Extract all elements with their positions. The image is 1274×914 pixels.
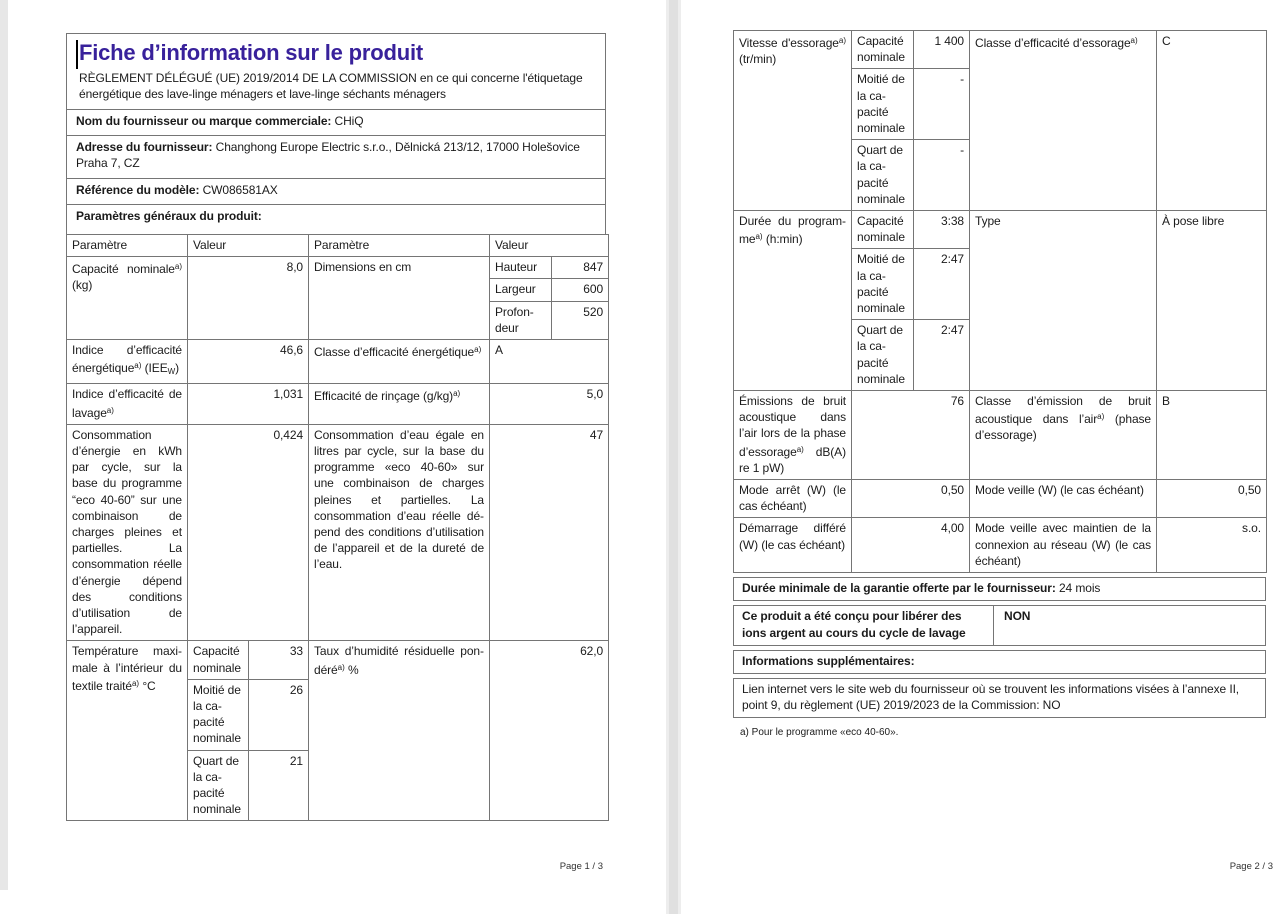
value-cell: 0,424 [188, 424, 309, 641]
silver-ions-value: NON [1004, 609, 1031, 624]
page-number: Page 2 / 3 [1229, 861, 1273, 872]
warranty-row [733, 577, 1266, 601]
additional-info-row [733, 650, 1266, 674]
page-number: Page 1 / 3 [559, 861, 603, 872]
footnote-ref: a) [755, 232, 763, 242]
dim-value: 847 [552, 257, 609, 279]
table-row [734, 391, 1267, 480]
sub-param-cell: Quart de la capacité nominale [852, 320, 914, 391]
model-value: CW086581AX [202, 182, 278, 197]
footnote-ref: a) [174, 262, 182, 272]
table-row [67, 424, 609, 641]
supplier-row [67, 109, 605, 135]
warranty-label: Durée minimale de la garantie offerte par le fournisseur: [742, 581, 1056, 596]
page-1 [66, 33, 606, 821]
value-cell: 76 [852, 391, 970, 480]
sub-param-cell: Moitié de la capacité nominale [852, 69, 914, 140]
address-row [67, 135, 605, 177]
table-row [67, 339, 609, 383]
value-cell: 47 [490, 424, 609, 641]
supplier-value: CHiQ [334, 113, 364, 128]
footnote-ref: a) [106, 405, 114, 415]
param-cell: Classe d’efficacité d’essorage$^{a)}$ [970, 31, 1157, 211]
param-cell: Durée du programme$^{a)}$ (h:min) [734, 211, 852, 391]
param-cell: Efficacité de rinçage $(g/kg)^{a)}$ [309, 384, 490, 424]
footnote-ref: a) [453, 389, 461, 399]
param-cell: Classe d’efficacité énergétique$^{a)}$ [309, 339, 490, 383]
param-cell: Consommation d’énergie en kWh par cycle, sur la base du programme “eco 40-60” sur une combinaison de charges pleines et partielles. La consommation réelle d’énergie dépend des conditions d’utilisation de l’appareil. [67, 424, 188, 641]
sub-param-cell: Moitié de la capacité nominale [188, 679, 249, 750]
param-cell: Démarrage différé (W) (le cas échéant) [734, 518, 852, 573]
header-valeur-2: Valeur [490, 234, 609, 256]
table-row [67, 641, 609, 679]
dim-label: Hauteur [490, 257, 552, 279]
sub-value-cell: 1 400 [914, 31, 970, 69]
supplier-link-value: NO [1042, 698, 1061, 713]
param-cell: Vitesse d'essorage$^{a)}$ (tr/min) [734, 31, 852, 211]
table-row [734, 31, 1267, 69]
param-cell: Type [970, 211, 1157, 391]
sub-param-cell: Capacité nominale [852, 211, 914, 249]
dim-value: 520 [552, 301, 609, 339]
dim-label: Largeur [490, 279, 552, 301]
general-params-label: Paramètres généraux du produit: [76, 208, 262, 223]
value-cell: 46,6 [188, 339, 309, 383]
table-row [734, 211, 1267, 249]
sub-param-cell: Moitié de la capacité nominale [852, 249, 914, 320]
value-cell: 1,031 [188, 384, 309, 424]
footnote-ref: a) [131, 678, 140, 688]
text-cursor [76, 40, 78, 69]
value-cell: 5,0 [490, 384, 609, 424]
page-2 [733, 30, 1266, 739]
value-cell: B [1157, 391, 1267, 480]
footnote-a: a) Pour le programme «eco 40-60». [740, 727, 899, 739]
table-header-row [67, 234, 609, 256]
param-cell: Indice d’efficacité énergétique$^{a)}$ $(IEE_W)$ [67, 339, 188, 383]
footnote-ref: a) [474, 344, 482, 354]
footnote-ref: a) [1097, 412, 1105, 422]
param-cell: Mode veille avec maintien de la connexion au réseau (W) (le cas échéant) [970, 518, 1157, 573]
sub-param-cell: Capacité nominale [188, 641, 249, 679]
header-parametre-1: Paramètre [67, 234, 188, 256]
warranty-value: 24 mois [1058, 581, 1101, 596]
table-row [734, 480, 1267, 518]
value-cell: 8,0 [188, 257, 309, 340]
params-table-continued [733, 30, 1267, 573]
param-cell: Mode arrêt (W) (le cas échéant) [734, 480, 852, 518]
address-label: Adresse du fournisseur: [76, 140, 213, 155]
param-cell: Classe d’émission de bruit acoustique dans l’air$^{a)}$ (phase d’essorage) [970, 391, 1157, 480]
param-cell: Mode veille (W) (le cas échéant) [970, 480, 1157, 518]
param-cell: Taux d’humidité résiduelle pondéré$^{a)}$ % [309, 641, 490, 821]
sub-value-cell: 2:47 [914, 249, 970, 320]
sub-value-cell: 3:38 [914, 211, 970, 249]
header-parametre-2: Paramètre [309, 234, 490, 256]
header-valeur-1: Valeur [188, 234, 309, 256]
param-cell: Consommation d’eau égale en litres par cycle, sur la base du programme «eco 40-60» sur une combinaison de charges pleines et partielles. La consommation d’eau réelle dépend des conditions d’utilisation de l’appareil et de la dureté de l’eau. [309, 424, 490, 641]
table-row [67, 257, 609, 279]
footnote-ref: a) [838, 36, 846, 45]
value-cell: 4,00 [852, 518, 970, 573]
sub-param-cell: Quart de la capacité nominale [188, 750, 249, 821]
value-cell: 62,0 [490, 641, 609, 821]
footnote-ref: a) [337, 662, 345, 672]
value-cell: C [1157, 31, 1267, 211]
sub-value-cell: - [914, 140, 970, 211]
supplier-link-label: Lien internet vers le site web du fournisseur où se trouvent les informations visées à l’annexe II, point 9, du règlement (UE) 2019/2023 de la Commission: [742, 681, 1240, 713]
value-cell: s.o. [1157, 518, 1267, 573]
general-params-row [67, 204, 605, 230]
page-title: Fiche d’information sur le produit [79, 40, 423, 65]
value-cell: À pose libre [1157, 211, 1267, 391]
sub-value-cell: - [914, 69, 970, 140]
additional-info-label: Informations supplémentaires: [742, 653, 915, 668]
sub-value-cell: 26 [249, 679, 309, 750]
silver-ions-row [733, 605, 1266, 645]
sub-value-cell: 33 [249, 641, 309, 679]
param-cell: Capacité nominale$^{a)}$ (kg) [67, 257, 188, 340]
sub-param-cell: Quart de la capacité nominale [852, 140, 914, 211]
table-row [734, 518, 1267, 573]
sub-param-cell: Capacité nominale [852, 31, 914, 69]
footnote-ref: a) [796, 444, 804, 454]
scrollbar-track[interactable] [666, 0, 681, 914]
footnote-ref: a) [1130, 36, 1138, 45]
sub-value-cell: 2:47 [914, 320, 970, 391]
model-row [67, 178, 605, 204]
param-cell: Émissions de bruit acoustique dans l’air lors de la phase d’essorage$^{a)}$ dB(A) re 1 pW) [734, 391, 852, 480]
dim-value: 600 [552, 279, 609, 301]
param-cell: Température maximale à l’intérieur du textile traité$^{a)}$ °C [67, 641, 188, 821]
dim-label: Profondeur [490, 301, 552, 339]
table-row [67, 384, 609, 424]
value-cell: A [490, 339, 609, 383]
address-value: Changhong Europe Electric s.r.o., Dělnická 213/12, 17000 Holešovice Praha 7, CZ [76, 140, 580, 171]
value-cell: 0,50 [852, 480, 970, 518]
general-params-table [66, 234, 609, 822]
window-edge [0, 0, 8, 890]
silver-ions-label: Ce produit a été conçu pour libérer des ions argent au cours du cycle de lavage [734, 606, 994, 644]
supplier-link-row [733, 678, 1266, 718]
param-cell: Indice d’efficacité de lavage$^{a)}$ [67, 384, 188, 424]
footnote-ref: a) [134, 361, 142, 371]
supplier-label: Nom du fournisseur ou marque commerciale: [76, 113, 332, 128]
title-block [67, 34, 605, 109]
value-cell: 0,50 [1157, 480, 1267, 518]
sub-value-cell: 21 [249, 750, 309, 821]
regulation-subtitle: RÈGLEMENT DÉLÉGUÉ (UE) 2019/2014 DE LA COMMISSION en ce qui concerne l'étiquetage énergétique des lave-linge ménagers et lave-linge séchants ménagers [79, 70, 583, 101]
param-cell: Dimensions en cm [309, 257, 490, 340]
model-label: Référence du modèle: [76, 182, 200, 197]
